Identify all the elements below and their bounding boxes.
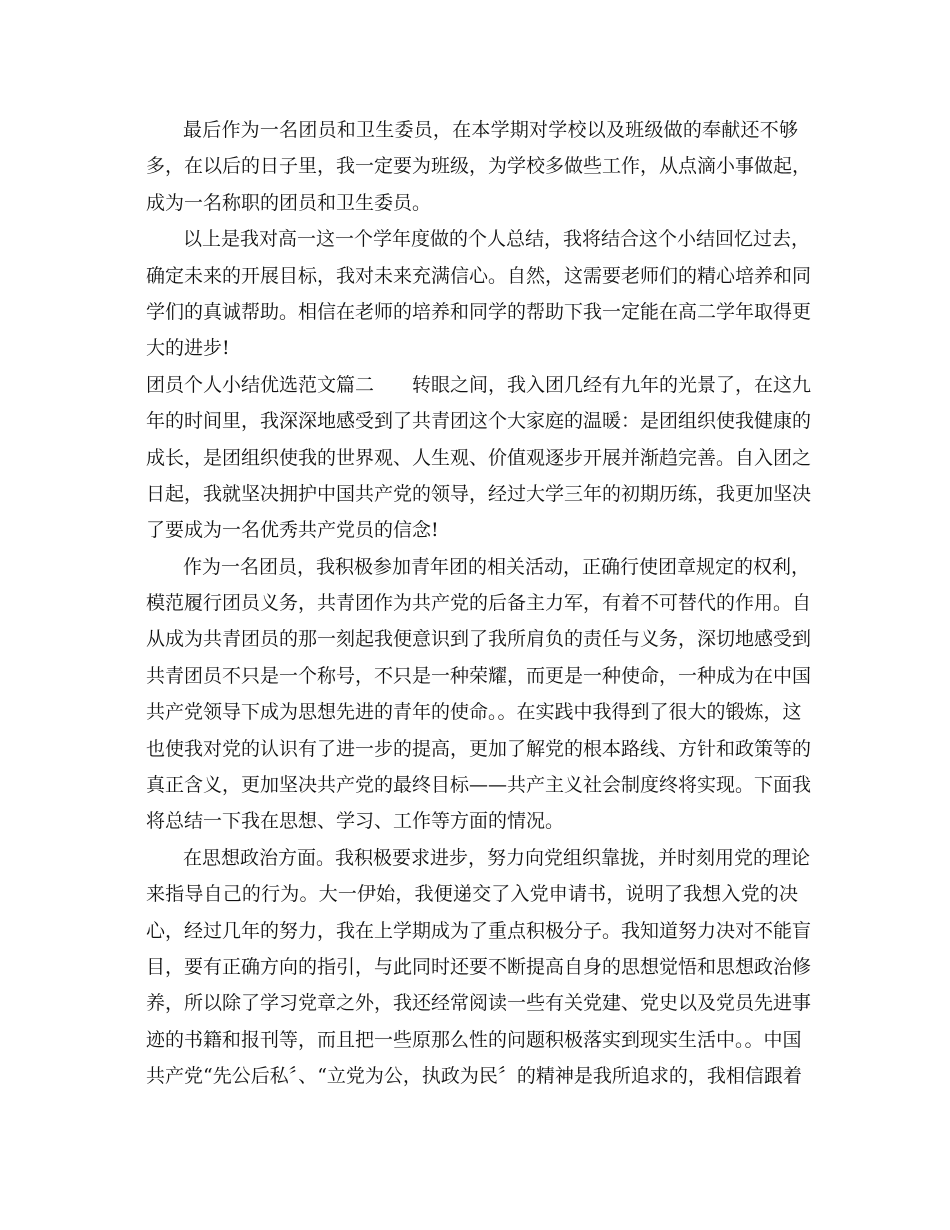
paragraph-line: 共产党领导下成为思想先进的青年的使命。。在实践中我得到了很大的锻炼，这 [146,701,802,724]
paragraph-line: 来指导自己的行为。大一伊始，我便递交了入党申请书，说明了我想入党的决 [146,883,798,906]
paragraph-line: 了要成为一名优秀共产党员的信念! [146,519,439,542]
paragraph-line: 学们的真诚帮助。相信在老师的培养和同学的帮助下我一定能在高二学年取得更 [146,300,812,323]
paragraph-line: 在思想政治方面。我积极要求进步，努力向党组织靠拢，并时刻用党的理论 [183,846,811,869]
paragraph-line: 确定未来的开展目标，我对未来充满信心。自然，这需要老师们的精心培养和同 [146,264,812,287]
heading-line [146,367,812,403]
paragraph-line: 年的时间里，我深深地感受到了共青团这个大家庭的温暖：是团组织使我健康的 [146,410,812,433]
document-body [146,112,812,1095]
paragraph-line: 迹的书籍和报刊等，而且把一些原那么性的问题积极落实到现实生活中。。中国 [146,1028,802,1051]
paragraph-line: 成长，是团组织使我的世界观、人生观、价值观逐步开展并渐趋完善。自入团之 [146,446,812,469]
paragraph-line: 真正含义，更加坚决共产党的最终目标——共产主义社会制度终将实现。下面我 [146,774,812,797]
paragraph-line: 也使我对党的认识有了进一步的提高，更加了解党的根本路线、方针和政策等的 [146,737,812,760]
paragraph-line: 将总结一下我在思想、学习、工作等方面的情况。 [146,810,565,833]
paragraph-line: 以上是我对高一这一个学年度做的个人总结，我将结合这个小结回忆过去， [183,228,811,251]
paragraph-line: 养，所以除了学习党章之外，我还经常阅读一些有关党建、党史以及党员先进事 [146,992,812,1015]
paragraph-line: 共产党“先公后私〞、“立党为公，执政为民〞的精神是我所追求的，我相信跟着 [146,1065,802,1088]
paragraph-line: 大的进步! [146,337,230,360]
paragraph-line: 心，经过几年的努力，我在上学期成为了重点积极分子。我知道努力决对不能盲 [146,919,812,942]
paragraph-line: 作为一名团员，我积极参加青年团的相关活动，正确行使团章规定的权利， [183,555,811,578]
paragraph-line: 成为一名称职的团员和卫生委员。 [146,191,432,214]
paragraph-line: 转眼之间，我入团几经有九年的光景了，在这九 [412,373,812,396]
section-heading: 团员个人小结优选范文篇二 [146,373,375,396]
paragraph-line: 日起，我就坚决拥护中国共产党的领导，经过大学三年的初期历练，我更加坚决 [146,482,812,505]
paragraph-line: 共青团员不只是一个称号，不只是一种荣耀，而更是一种使命，一种成为在中国 [146,664,812,687]
paragraph-line: 目，要有正确方向的指引，与此同时还要不断提高自身的思想觉悟和思想政治修 [146,955,812,978]
paragraph-line: 从成为共青团员的那一刻起我便意识到了我所肩负的责任与义务，深切地感受到 [146,628,812,651]
paragraph-line: 模范履行团员义务，共青团作为共产党的后备主力军，有着不可替代的作用。自 [146,592,812,615]
paragraph-line: 多，在以后的日子里，我一定要为班级，为学校多做些工作，从点滴小事做起， [146,155,812,178]
paragraph-line: 最后作为一名团员和卫生委员，在本学期对学校以及班级做的奉献还不够 [183,119,798,141]
